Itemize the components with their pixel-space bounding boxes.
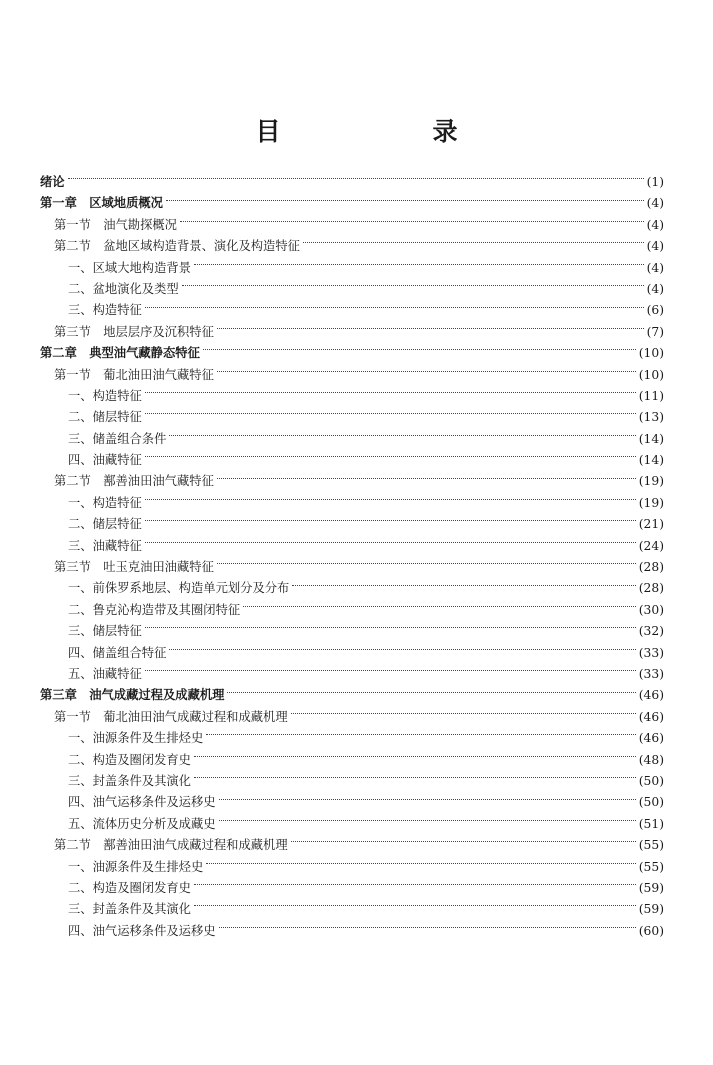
dot-leader (194, 884, 636, 885)
toc-entry-label: 第二章 典型油气藏静态特征 (40, 346, 200, 361)
toc-entry-section (40, 236, 664, 257)
toc-entry-page-number: (19) (638, 495, 664, 510)
dot-leader (194, 777, 636, 778)
dot-leader (145, 392, 636, 393)
toc-entry-label: 第一章 区域地质概况 (40, 196, 163, 211)
toc-entry-label: 五、流体历史分析及成藏史 (68, 816, 216, 831)
dot-leader (217, 371, 636, 372)
table-of-contents (40, 172, 664, 942)
toc-entry-section (40, 322, 664, 343)
dot-leader (243, 606, 636, 607)
toc-entry-label: 一、构造特征 (68, 495, 142, 510)
toc-entry-page-number: (21) (638, 517, 664, 532)
toc-entry-page-number: (51) (638, 816, 664, 831)
toc-entry-intro (40, 172, 664, 193)
toc-entry-item (40, 407, 664, 428)
dot-leader (194, 264, 644, 265)
toc-entry-page-number: (4) (646, 281, 664, 296)
toc-entry-item (40, 643, 664, 664)
toc-entry-label: 第二节 盆地区域构造背景、演化及构造特征 (54, 239, 300, 254)
toc-entry-label: 二、鲁克沁构造带及其圈闭特征 (68, 602, 241, 617)
toc-entry-section (40, 557, 664, 578)
toc-entry-label: 二、储层特征 (68, 517, 142, 532)
toc-entry-label: 一、构造特征 (68, 388, 142, 403)
toc-entry-page-number: (19) (638, 474, 664, 489)
dot-leader (68, 178, 644, 179)
toc-entry-item (40, 514, 664, 535)
toc-entry-page-number: (46) (638, 709, 664, 724)
toc-entry-page-number: (10) (638, 367, 664, 382)
toc-entry-page-number: (50) (638, 795, 664, 810)
toc-entry-page-number: (33) (638, 645, 664, 660)
toc-entry-page-number: (30) (638, 602, 664, 617)
toc-entry-label: 第二节 鄯善油田油气藏特征 (54, 474, 214, 489)
toc-entry-page-number: (48) (638, 752, 664, 767)
dot-leader (206, 863, 635, 864)
dot-leader (203, 349, 636, 350)
toc-entry-item (40, 536, 664, 557)
dot-leader (145, 413, 636, 414)
toc-entry-label: 三、封盖条件及其演化 (68, 773, 191, 788)
toc-entry-page-number: (4) (646, 217, 664, 232)
toc-entry-item (40, 450, 664, 471)
toc-entry-item (40, 493, 664, 514)
dot-leader (194, 905, 636, 906)
toc-entry-section (40, 471, 664, 492)
toc-entry-page-number: (14) (638, 453, 664, 468)
toc-entry-label: 一、区域大地构造背景 (68, 260, 191, 275)
toc-entry-label: 三、储层特征 (68, 624, 142, 639)
toc-entry-page-number: (46) (638, 731, 664, 746)
toc-entry-page-number: (6) (646, 303, 664, 318)
toc-entry-section (40, 707, 664, 728)
toc-entry-label: 三、储盖组合条件 (68, 431, 167, 446)
dot-leader (145, 307, 644, 308)
dot-leader (227, 692, 635, 693)
toc-entry-section (40, 835, 664, 856)
toc-entry-item (40, 386, 664, 407)
dot-leader (194, 756, 636, 757)
dot-leader (145, 520, 636, 521)
toc-entry-label: 二、盆地演化及类型 (68, 281, 179, 296)
toc-entry-page-number: (4) (646, 260, 664, 275)
toc-entry-page-number: (10) (638, 346, 664, 361)
dot-leader (145, 627, 636, 628)
dot-leader (291, 713, 636, 714)
toc-entry-page-number: (13) (638, 410, 664, 425)
toc-entry-item (40, 792, 664, 813)
dot-leader (182, 285, 644, 286)
dot-leader (291, 841, 636, 842)
dot-leader (145, 542, 636, 543)
toc-entry-item (40, 728, 664, 749)
toc-entry-label: 四、油气运移条件及运移史 (68, 795, 216, 810)
dot-leader (145, 499, 636, 500)
dot-leader (206, 734, 635, 735)
dot-leader (217, 563, 636, 564)
dot-leader (169, 435, 635, 436)
dot-leader (166, 200, 644, 201)
toc-entry-label: 三、封盖条件及其演化 (68, 902, 191, 917)
toc-entry-item (40, 429, 664, 450)
toc-entry-label: 一、油源条件及生排烃史 (68, 859, 204, 874)
toc-entry-page-number: (4) (646, 239, 664, 254)
dot-leader (292, 585, 635, 586)
toc-entry-label: 第一节 葡北油田油气成藏过程和成藏机理 (54, 709, 288, 724)
toc-entry-label: 二、储层特征 (68, 410, 142, 425)
toc-entry-page-number: (46) (638, 688, 664, 703)
page-title: 目 录 (255, 117, 492, 146)
toc-entry-chapter (40, 685, 664, 706)
dot-leader (180, 221, 644, 222)
toc-entry-label: 一、前侏罗系地层、构造单元划分及分布 (68, 581, 290, 596)
toc-entry-item (40, 771, 664, 792)
toc-entry-page-number: (28) (638, 560, 664, 575)
toc-entry-label: 三、构造特征 (68, 303, 142, 318)
toc-entry-page-number: (24) (638, 538, 664, 553)
toc-entry-section (40, 215, 664, 236)
toc-entry-item (40, 878, 664, 899)
toc-entry-item (40, 578, 664, 599)
toc-entry-label: 一、油源条件及生排烃史 (68, 731, 204, 746)
toc-entry-label: 第三节 吐玉克油田油藏特征 (54, 560, 214, 575)
toc-entry-page-number: (33) (638, 666, 664, 681)
dot-leader (169, 649, 635, 650)
toc-entry-page-number: (11) (638, 388, 664, 403)
toc-entry-label: 绪论 (40, 175, 65, 189)
toc-entry-page-number: (59) (638, 880, 664, 895)
toc-entry-item (40, 279, 664, 300)
toc-entry-page-number: (59) (638, 902, 664, 917)
toc-entry-item (40, 258, 664, 279)
toc-entry-label: 四、油气运移条件及运移史 (68, 923, 216, 938)
toc-entry-page-number: (14) (638, 431, 664, 446)
toc-entry-item (40, 899, 664, 920)
toc-entry-label: 四、储盖组合特征 (68, 645, 167, 660)
toc-entry-page-number: (28) (638, 581, 664, 596)
dot-leader (145, 456, 636, 457)
toc-entry-label: 第一节 油气勘探概况 (54, 217, 177, 232)
toc-entry-page-number: (55) (638, 859, 664, 874)
toc-entry-label: 第一节 葡北油田油气藏特征 (54, 367, 214, 382)
dot-leader (145, 670, 636, 671)
dot-leader (219, 927, 636, 928)
toc-entry-label: 二、构造及圈闭发育史 (68, 880, 191, 895)
toc-entry-label: 第三节 地层层序及沉积特征 (54, 324, 214, 339)
toc-entry-item (40, 857, 664, 878)
toc-entry-label: 第三章 油气成藏过程及成藏机理 (40, 688, 225, 703)
toc-entry-label: 二、构造及圈闭发育史 (68, 752, 191, 767)
toc-entry-item (40, 921, 664, 942)
toc-entry-page-number: (1) (646, 175, 664, 189)
toc-entry-page-number: (4) (646, 196, 664, 211)
toc-entry-chapter (40, 193, 664, 214)
dot-leader (219, 799, 636, 800)
toc-entry-item (40, 750, 664, 771)
toc-entry-item (40, 664, 664, 685)
toc-entry-label: 第二节 鄯善油田油气成藏过程和成藏机理 (54, 838, 288, 853)
toc-entry-page-number: (7) (646, 324, 664, 339)
toc-entry-page-number: (50) (638, 773, 664, 788)
toc-entry-chapter (40, 343, 664, 364)
toc-entry-section (40, 365, 664, 386)
toc-entry-label: 五、油藏特征 (68, 666, 142, 681)
toc-entry-label: 三、油藏特征 (68, 538, 142, 553)
toc-entry-item (40, 814, 664, 835)
toc-entry-page-number: (55) (638, 838, 664, 853)
toc-entry-label: 四、油藏特征 (68, 453, 142, 468)
toc-entry-page-number: (32) (638, 624, 664, 639)
dot-leader (219, 820, 636, 821)
dot-leader (217, 478, 636, 479)
toc-entry-item (40, 600, 664, 621)
toc-entry-item (40, 621, 664, 642)
toc-entry-item (40, 300, 664, 321)
dot-leader (217, 328, 644, 329)
dot-leader (303, 242, 644, 243)
toc-entry-page-number: (60) (638, 923, 664, 938)
